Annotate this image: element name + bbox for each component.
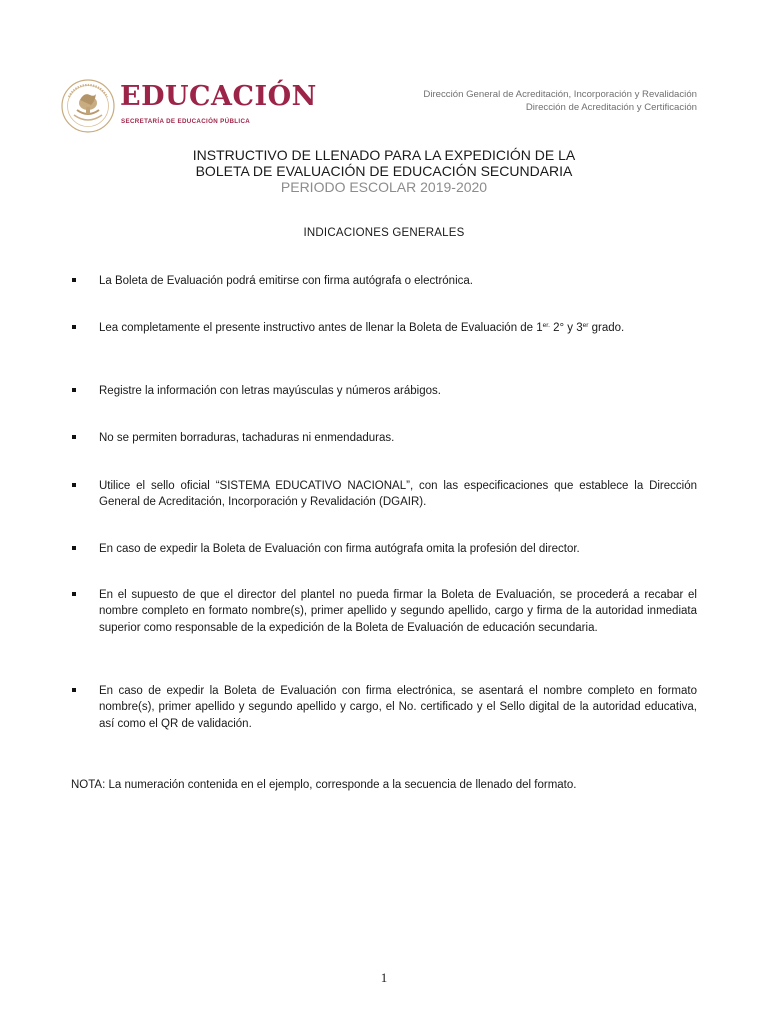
bullet-icon [72,592,76,596]
list-item: En caso de expedir la Boleta de Evaluación con firma autógrafa omita la profesión del director. [99,543,580,555]
ordinal-superscript: er [582,322,589,329]
brand-title: EDUCACIÓN [120,81,317,112]
list-item: La Boleta de Evaluación podrá emitirse con firma autógrafa o electrónica. [99,275,473,287]
bullet-icon [72,688,76,692]
list-item [99,320,697,336]
page-number: 1 [380,970,388,985]
brand-subtitle: SECRETARÍA DE EDUCACIÓN PÚBLICA [121,118,251,125]
list-item: Registre la información con letras mayúsculas y números arábigos. [99,385,441,397]
list-item-text: grado. [588,322,625,334]
list-item-text: Lea completamente el presente instructivo antes de llenar la Boleta de Evaluación de 1 [99,322,543,334]
title-line-2: BOLETA DE EVALUACIÓN DE EDUCACIÓN SECUNDARIA [195,163,573,179]
bullet-icon [72,435,76,439]
list-item-text: 2° y 3 [549,322,583,334]
ordinal-superscript: er. [542,322,550,329]
school-period: PERIODO ESCOLAR 2019-2020 [280,179,488,195]
section-heading: INDICACIONES GENERALES [303,227,465,239]
sep-logo [60,78,320,136]
department-info [423,88,697,114]
document-title [0,147,768,195]
note: NOTA: La numeración contenida en el ejemplo, corresponde a la secuencia de llenado del formato. [71,779,577,791]
bullet-icon [72,546,76,550]
department-line-2: Dirección de Acreditación y Certificación [525,102,697,113]
list-item: No se permiten borraduras, tachaduras ni enmendaduras. [99,432,395,444]
page-header [0,0,768,140]
list-item: En caso de expedir la Boleta de Evaluación con firma electrónica, se asentará el nombre completo en formato nombre(s), primer apellido y segundo apellido y cargo, el No. certificado y el Sello digital de la autoridad educativa, así como el QR de validación. [99,685,697,730]
list-item: Utilice el sello oficial “SISTEMA EDUCATIVO NACIONAL”, con las especificaciones que establece la Dirección General de Acreditación, Incorporación y Revalidación (DGAIR). [99,480,697,509]
list-item: En el supuesto de que el director del plantel no pueda firmar la Boleta de Evaluación, se procederá a recabar el nombre completo en formato nombre(s), primer apellido y segundo apellido, cargo y firma de la autoridad inmediata superior como responsable de la expedición de la Boleta de Evaluación de educación secundaria. [99,589,697,634]
coat-of-arms-seal-icon [60,78,116,134]
bullet-icon [72,278,76,282]
title-line-1: INSTRUCTIVO DE LLENADO PARA LA EXPEDICIÓN DE LA [192,147,576,163]
bullet-icon [72,483,76,487]
bullet-icon [72,388,76,392]
bullet-icon [72,325,76,329]
department-line-1: Dirección General de Acreditación, Incorporación y Revalidación [423,89,697,100]
